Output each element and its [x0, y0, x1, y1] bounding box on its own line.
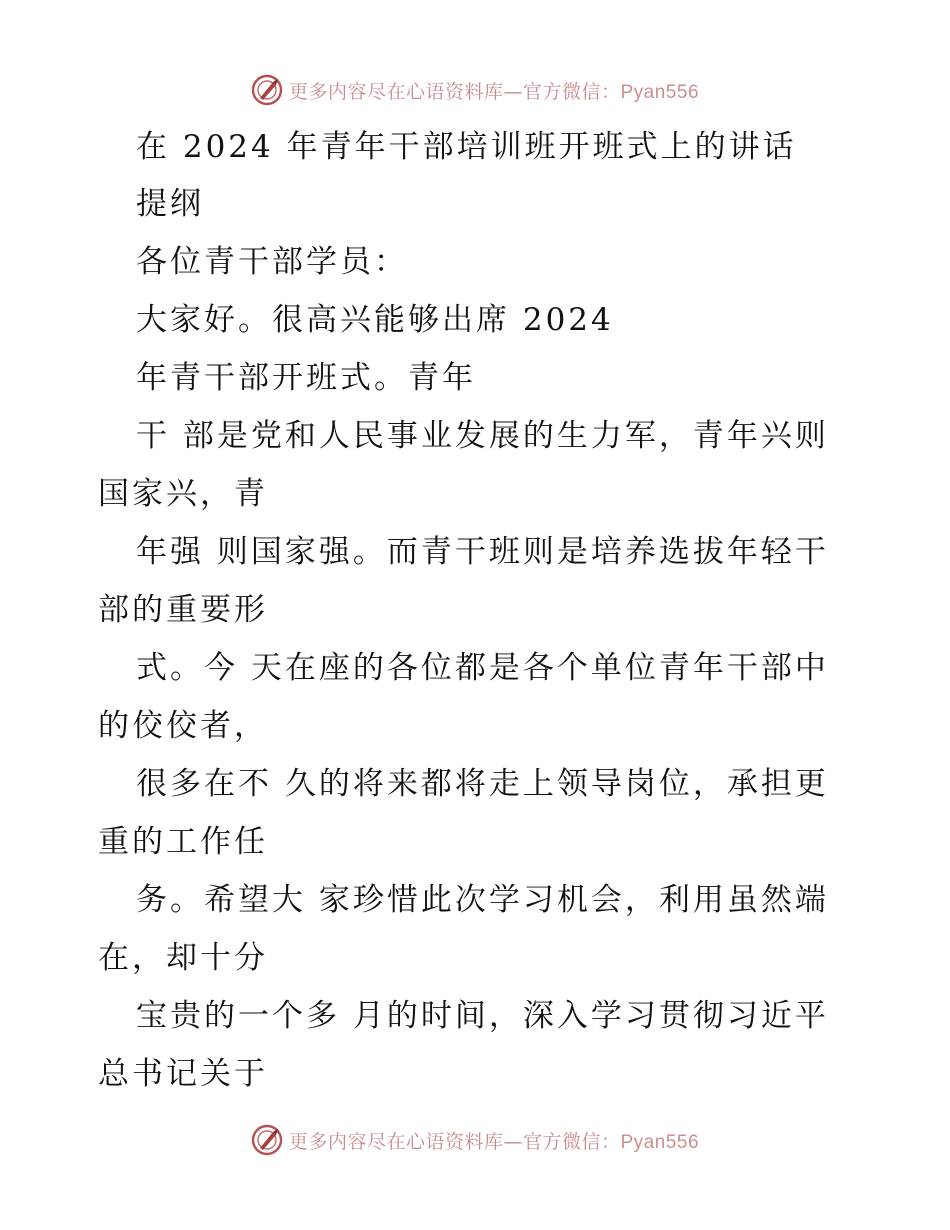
paragraph-line: 总书记关于 [98, 1056, 268, 1092]
paragraph-line: 务。希望大 家珍惜此次学习机会，利用虽然端 [136, 882, 829, 918]
watermark-text: 更多内容尽在心语资料库—官方微信：Pyan556 [288, 80, 700, 103]
paragraph-line: 的佼佼者， [98, 708, 268, 744]
paragraph-line: 宝贵的一个多 月的时间，深入学习贯彻习近平 [136, 998, 829, 1034]
document-title-continued: 提纲 [136, 186, 204, 222]
salutation: 各位青干部学员： [136, 244, 408, 280]
paragraph-line: 大家好。很高兴能够出席 2024 [136, 302, 614, 338]
watermark-text: 更多内容尽在心语资料库—官方微信：Pyan556 [288, 1130, 700, 1153]
paragraph-line: 年强 则国家强。而青干班则是培养选拔年轻干 [136, 534, 829, 570]
paragraph-line: 重的工作任 [98, 824, 268, 860]
document-title: 在 2024 年青年干部培训班开班式上的讲话 [136, 129, 797, 165]
quill-seal-logo-icon [251, 1124, 283, 1156]
paragraph-line: 在，却十分 [98, 940, 268, 976]
paragraph-line: 干 部是党和人民事业发展的生力军，青年兴则 [136, 418, 829, 454]
paragraph-line: 式。今 天在座的各位都是各个单位青年干部中 [136, 650, 829, 686]
watermark-footer [0, 1120, 950, 1160]
paragraph-line: 国家兴，青 [98, 476, 268, 512]
paragraph-line: 部的重要形 [98, 592, 268, 628]
paragraph-line: 很多在不 久的将来都将走上领导岗位，承担更 [136, 766, 829, 802]
paragraph-line: 年青干部开班式。青年 [136, 360, 476, 396]
